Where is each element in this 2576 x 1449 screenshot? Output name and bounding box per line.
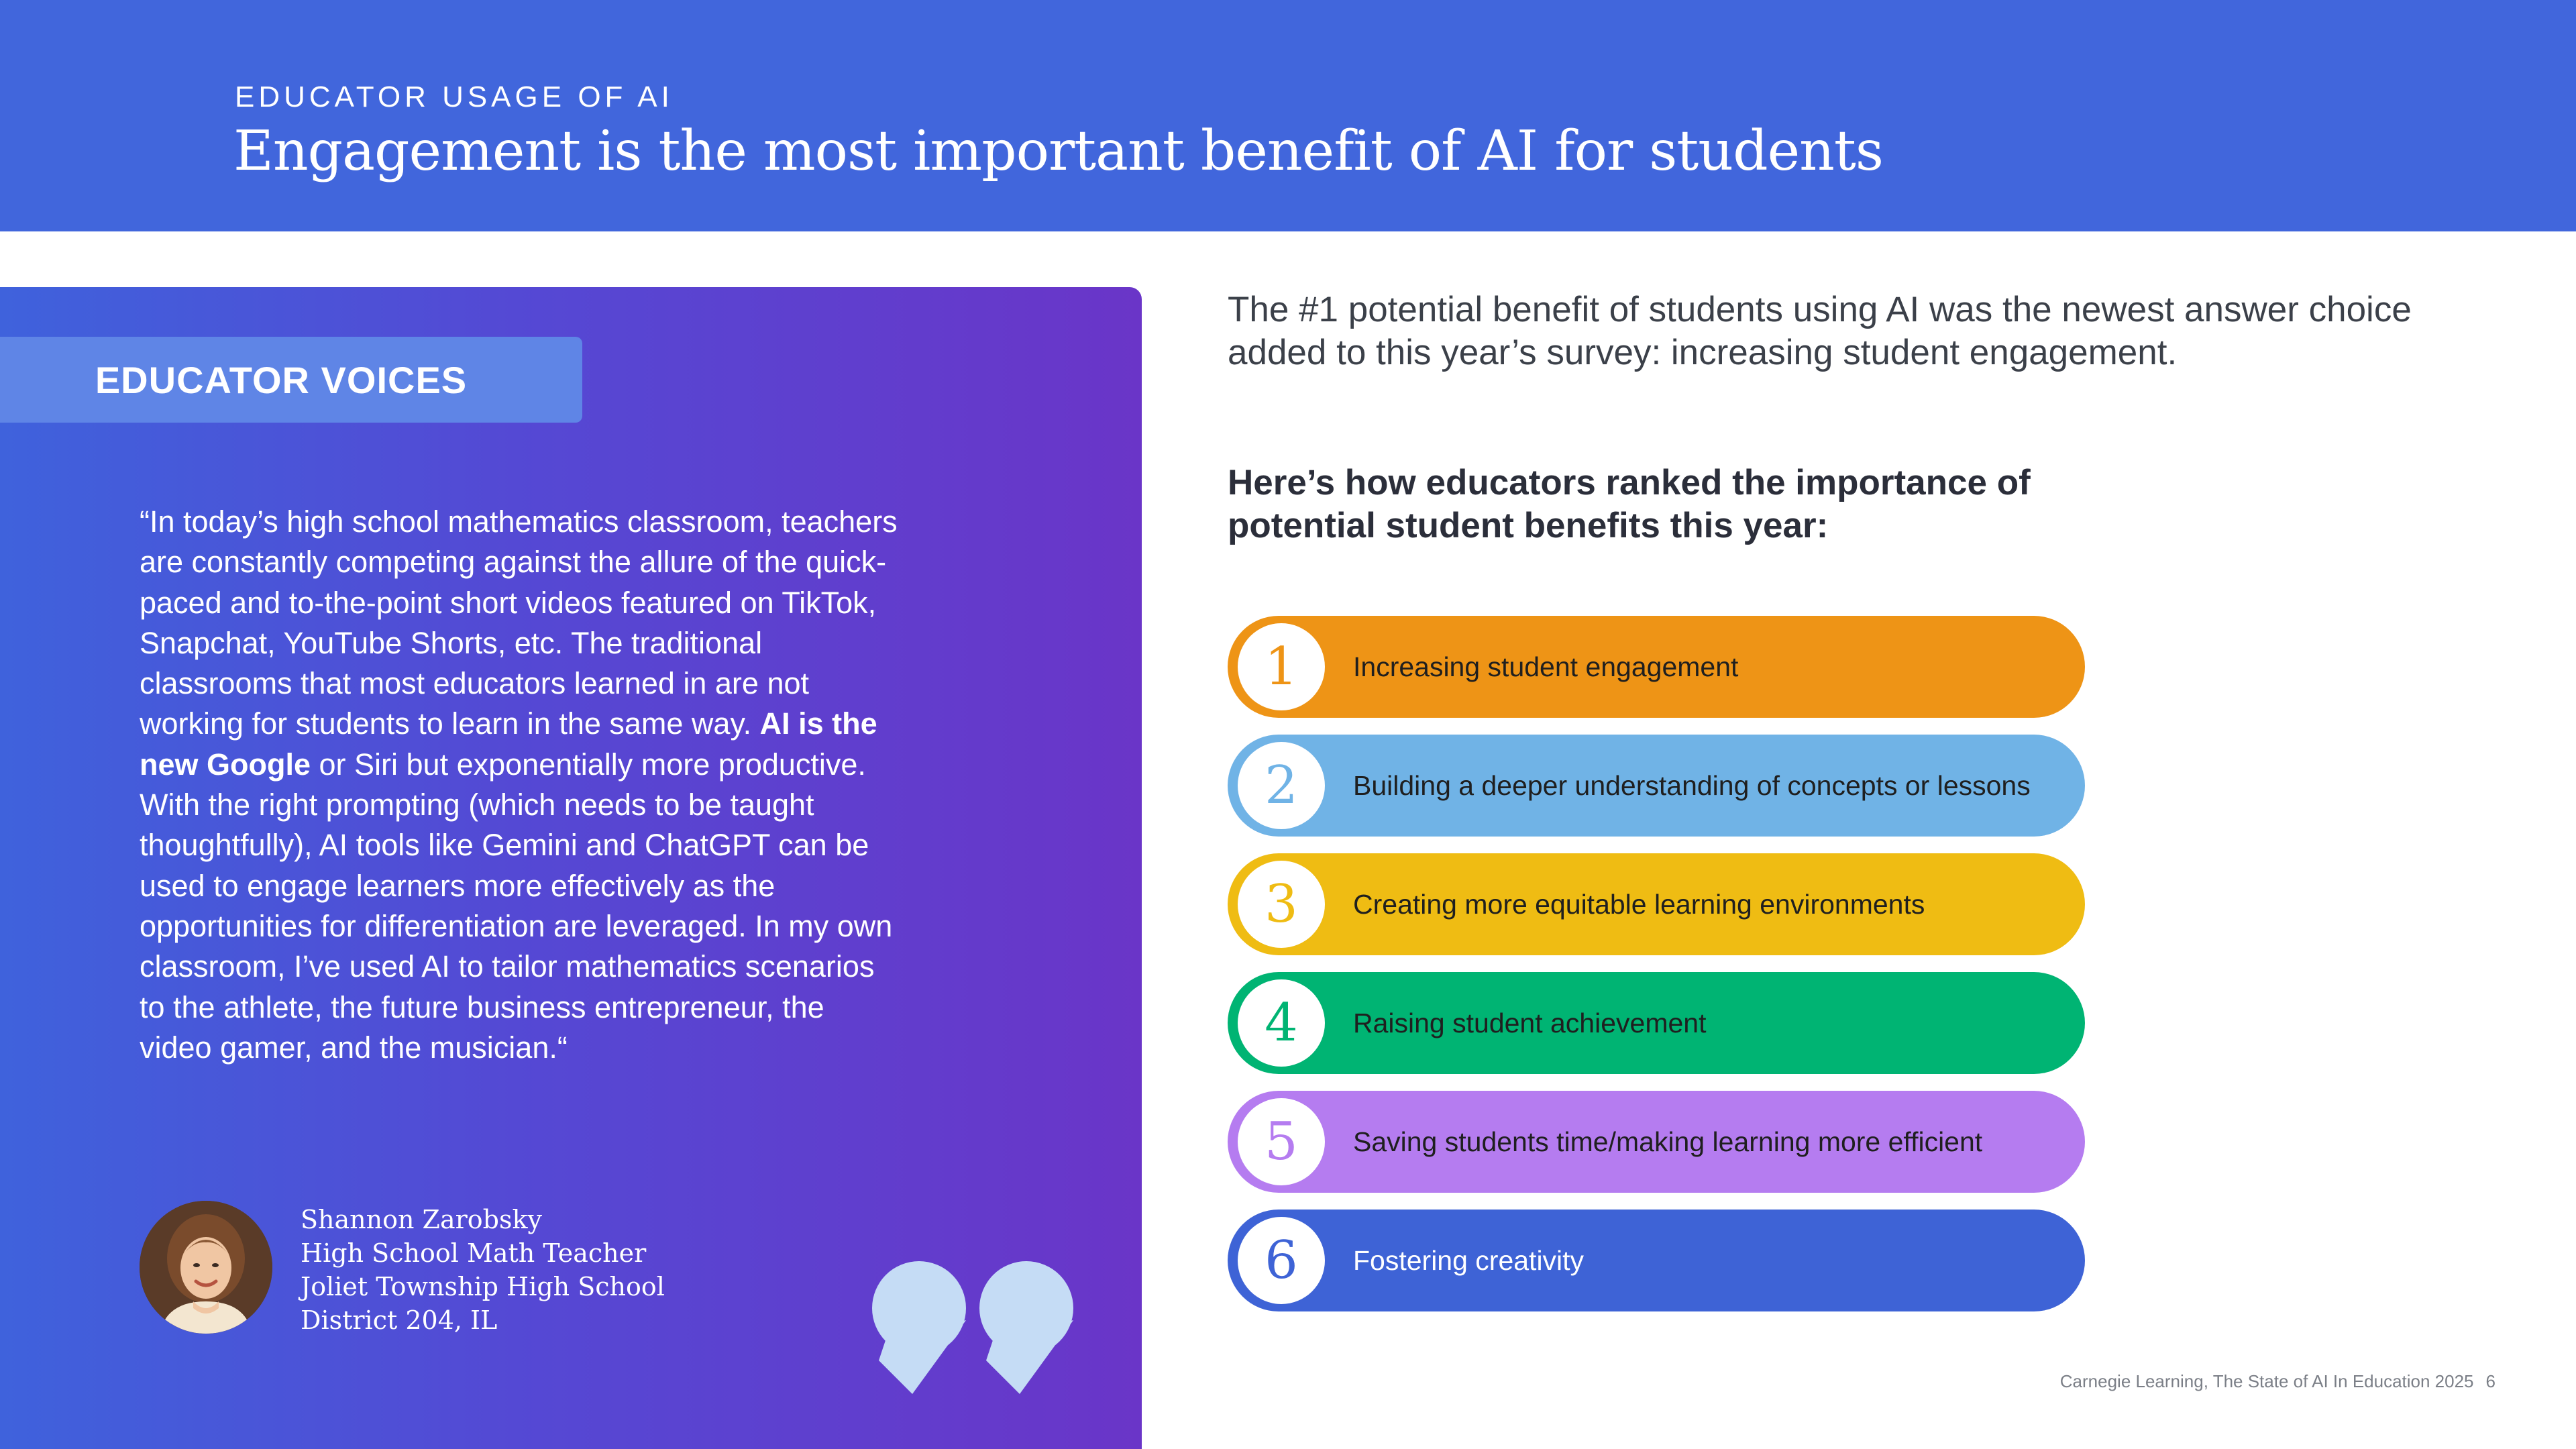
rank-number-badge: 5 [1238,1098,1325,1185]
rank-number-badge: 2 [1238,742,1325,829]
educator-district: District 204, IL [301,1305,498,1335]
educator-name: Shannon Zarobsky [301,1205,542,1234]
educator-voices-panel [0,287,1142,1449]
rank-label: Saving students time/making learning more efficient [1353,1126,1983,1157]
page-number: 6 [2485,1371,2496,1391]
rank-label: Creating more equitable learning environments [1353,888,1925,920]
page-footer [2060,1371,2496,1392]
rank-item-2 [1228,735,2085,837]
quote-text-part-2: or Siri but exponentially more productive. With the right prompting (which needs to be taught thoughtfully), AI tools like Gemini and ChatGPT can be used to engage learners more effectively as the opportunities for differentiation are leveraged. In my own classroom, I’ve used AI to tailor mathematics scenarios to the athlete, the future business entrepreneur, the video gamer, and the musician.“ [140,747,893,1065]
rank-item-6 [1228,1210,2085,1311]
rank-item-3 [1228,853,2085,955]
educator-voices-tab [0,337,582,423]
quote-text-part-1: “In today’s high school mathematics classroom, teachers are constantly competing against the allure of the quick-paced and to-the-point short videos featured on TikTok, Snapchat, YouTube Shorts, etc. The traditional classrooms that most educators learned in are not working for students to learn in the same way. [140,504,898,741]
benefit-ranking-list [1228,616,2085,1328]
header-banner [0,0,2576,231]
ranking-heading: Here’s how educators ranked the importance of potential student benefits this year: [1228,463,2031,545]
rank-item-1 [1228,616,2085,718]
quote-text-bold: AI is the new Google [140,706,877,782]
rank-label: Raising student achievement [1353,1007,1707,1038]
rank-number-badge: 4 [1238,979,1325,1067]
intro-paragraph: The #1 potential benefit of students using AI was the newest answer choice added to this year’s survey: increasing student engagement. [1228,290,2412,372]
educator-photo-illustration [140,1201,272,1334]
educator-quote [140,502,898,1068]
rank-item-4 [1228,972,2085,1074]
rank-number-badge: 6 [1238,1217,1325,1304]
section-eyebrow: EDUCATOR USAGE OF AI [235,80,674,113]
quotation-mark-icon [872,1260,1080,1414]
footer-source: Carnegie Learning, The State of AI In Education 2025 [2059,1371,2474,1391]
rank-number-badge: 1 [1238,623,1325,710]
educator-role: High School Math Teacher [301,1238,647,1268]
educator-avatar [140,1201,272,1334]
rank-label: Increasing student engagement [1353,651,1739,682]
educator-school: Joliet Township High School [301,1272,665,1301]
rank-label: Fostering creativity [1353,1244,1585,1276]
rank-item-5 [1228,1091,2085,1193]
rank-number-badge: 3 [1238,861,1325,948]
educator-voices-label: EDUCATOR VOICES [95,358,468,401]
rank-label: Building a deeper understanding of concepts or lessons [1353,769,2031,801]
educator-attribution [301,1203,665,1337]
page-title: Engagement is the most important benefit of AI for students [233,119,1883,183]
